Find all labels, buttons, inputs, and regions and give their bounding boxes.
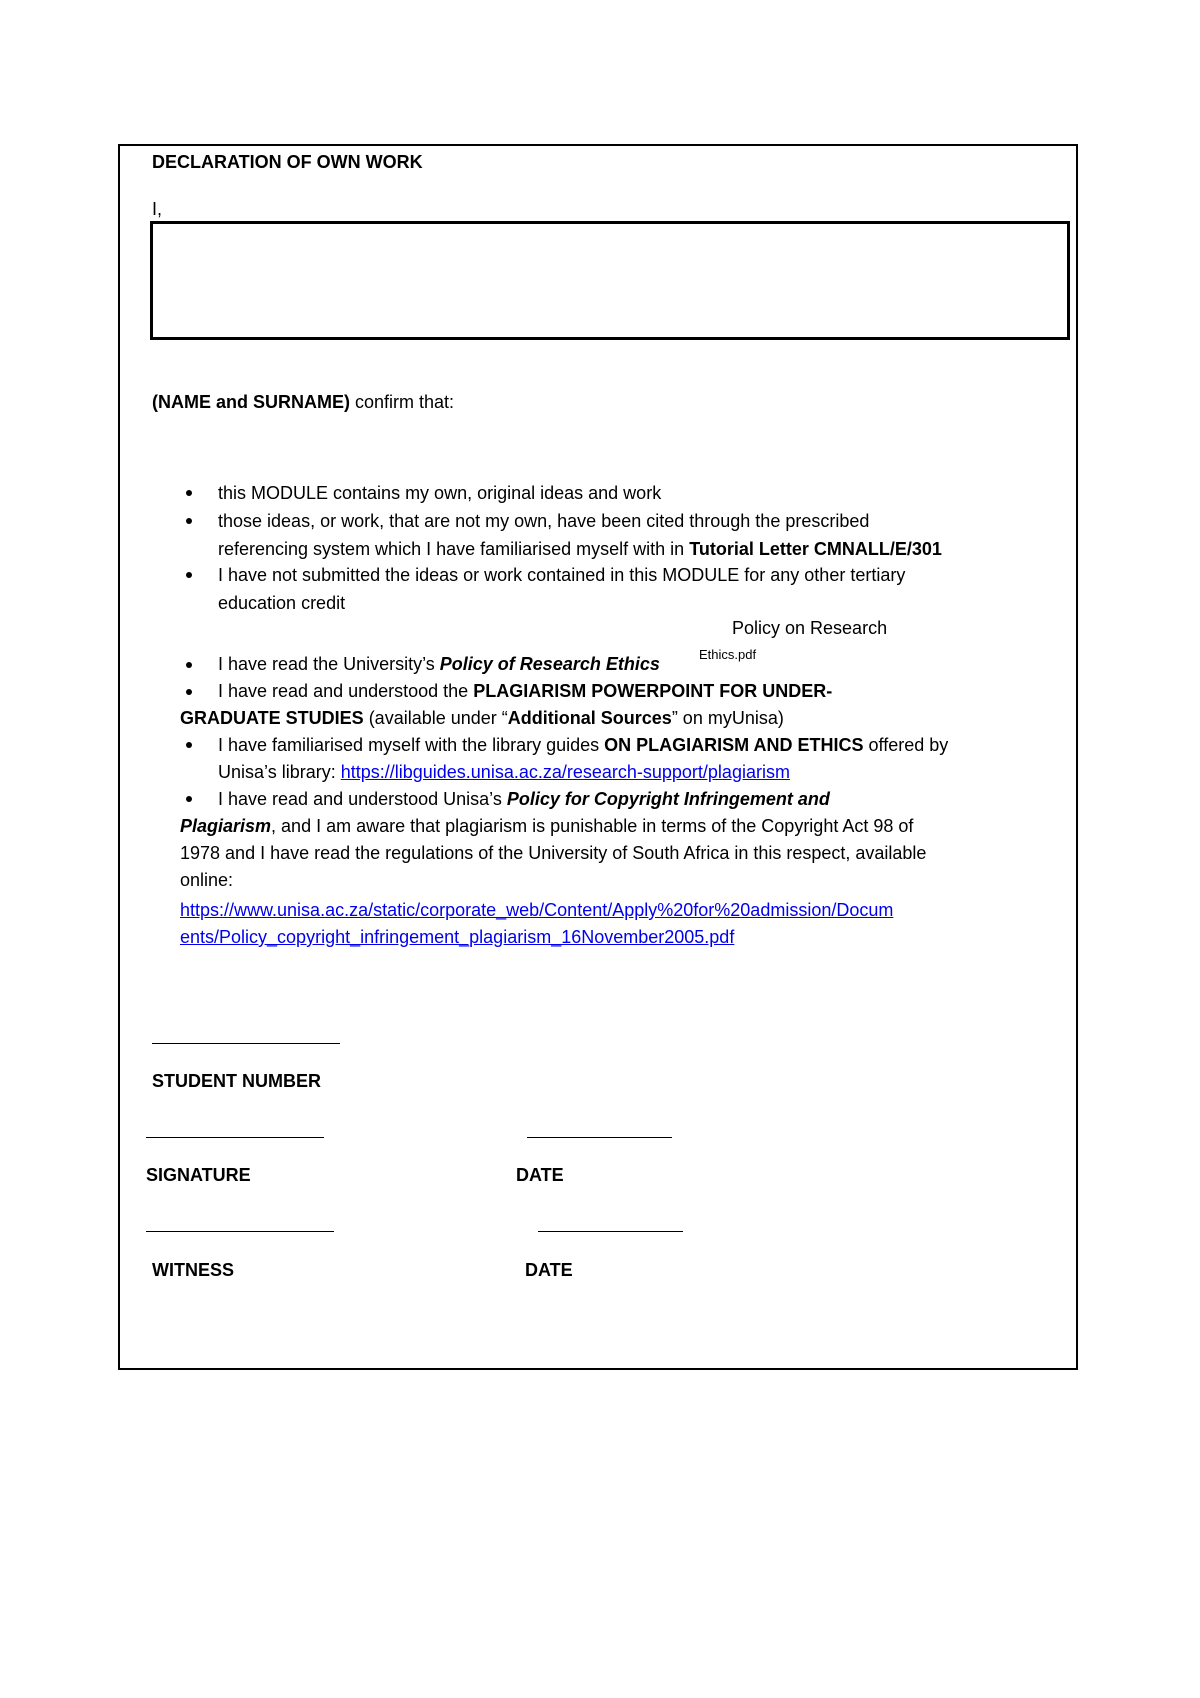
on-myunisa: ” on myUnisa) (671, 708, 784, 728)
form-title: DECLARATION OF OWN WORK (152, 152, 423, 172)
bullet-2-line-2-start: referencing system which I have familiarised myself with in (218, 539, 690, 559)
bullet-dot (186, 689, 192, 695)
plagiarism-ethics-guides: ON PLAGIARISM AND ETHICS (604, 735, 864, 755)
name-surname-field[interactable] (150, 221, 1070, 340)
confirm-label-rest: confirm that: (350, 392, 455, 412)
copyright-policy-title: Policy for Copyright Infringement and (506, 789, 830, 809)
bullet-7-line-3: 1978 and I have read the regulations of the University of South Africa in this respect, available (180, 843, 927, 863)
bullet-3-line-1: I have not submitted the ideas or work contained in this MODULE for any other tertiary (218, 565, 906, 585)
bullet-7-line-2-rest: , and I am aware that plagiarism is punishable in terms of the Copyright Act 98 of (271, 816, 914, 836)
bullet-dot (186, 490, 192, 496)
bullet-dot (186, 662, 192, 668)
plagiarism-word: Plagiarism (180, 816, 272, 836)
bullet-dot (186, 796, 192, 802)
bullet-6-end: offered by (863, 735, 949, 755)
bullet-1-text: this MODULE contains my own, original ideas and work (218, 483, 662, 503)
bullet-dot (186, 572, 192, 578)
copyright-policy-link[interactable]: https://www.unisa.ac.za/static/corporate_web/Content/Apply%20for%20admission/Docum (180, 900, 894, 920)
bullet-dot (186, 742, 192, 748)
bullet-7-line-4: online: (180, 870, 234, 890)
copyright-policy-link-line-2 (180, 926, 734, 948)
bullet-6-line-1 (218, 734, 948, 756)
bullet-5-line-1 (218, 680, 832, 702)
unisa-library-label: Unisa’s library: (218, 762, 341, 782)
bullet-5-start: I have read and understood the (218, 681, 474, 701)
graduate-studies: GRADUATE STUDIES (180, 708, 364, 728)
libguides-link[interactable]: https://libguides.unisa.ac.za/research-support/plagiarism (340, 762, 790, 782)
bullet-7-start: I have read and understood Unisa’s (218, 789, 507, 809)
confirm-label (152, 391, 454, 413)
signature-line[interactable] (146, 1137, 324, 1138)
bullet-7-line-1 (218, 788, 830, 810)
witness-label: WITNESS (152, 1260, 235, 1280)
bullet-4-start: I have read the University’s (218, 654, 440, 674)
additional-sources: Additional Sources (507, 708, 672, 728)
policy-research-ethics: Policy of Research Ethics (439, 654, 660, 674)
witness-line[interactable] (146, 1231, 334, 1232)
date-label-1: DATE (516, 1165, 564, 1185)
available-under: (available under “ (363, 708, 508, 728)
bullet-7-line-2 (180, 815, 913, 837)
bullet-4-text (218, 653, 660, 675)
date-line-1[interactable] (527, 1137, 672, 1138)
intro-text: I, (152, 199, 163, 219)
plagiarism-powerpoint: PLAGIARISM POWERPOINT FOR UNDER- (473, 681, 833, 701)
date-line-2[interactable] (538, 1231, 683, 1232)
name-surname-label: (NAME and SURNAME) (152, 392, 350, 412)
bullet-5-line-2 (180, 707, 784, 729)
bullet-2-line-2 (218, 538, 942, 560)
bullet-2-line-1: those ideas, or work, that are not my own, have been cited through the prescribed (218, 511, 870, 531)
ethics-pdf-superscript: Ethics.pdf (699, 647, 757, 662)
signature-label: SIGNATURE (146, 1165, 251, 1185)
bullet-3-line-2: education credit (218, 593, 346, 613)
policy-on-research-note: Policy on Research (732, 618, 888, 638)
copyright-policy-link-line-1 (180, 899, 893, 921)
date-label-2: DATE (525, 1260, 573, 1280)
student-number-line[interactable] (152, 1043, 340, 1044)
bullet-6-line-2 (218, 761, 790, 783)
student-number-label: STUDENT NUMBER (152, 1071, 321, 1091)
tutorial-letter-ref: Tutorial Letter CMNALL/E/301 (689, 539, 942, 559)
copyright-policy-link-continued[interactable]: ents/Policy_copyright_infringement_plagiarism_16November2005.pdf (180, 927, 735, 947)
bullet-dot (186, 518, 192, 524)
bullet-6-start: I have familiarised myself with the library guides (218, 735, 605, 755)
